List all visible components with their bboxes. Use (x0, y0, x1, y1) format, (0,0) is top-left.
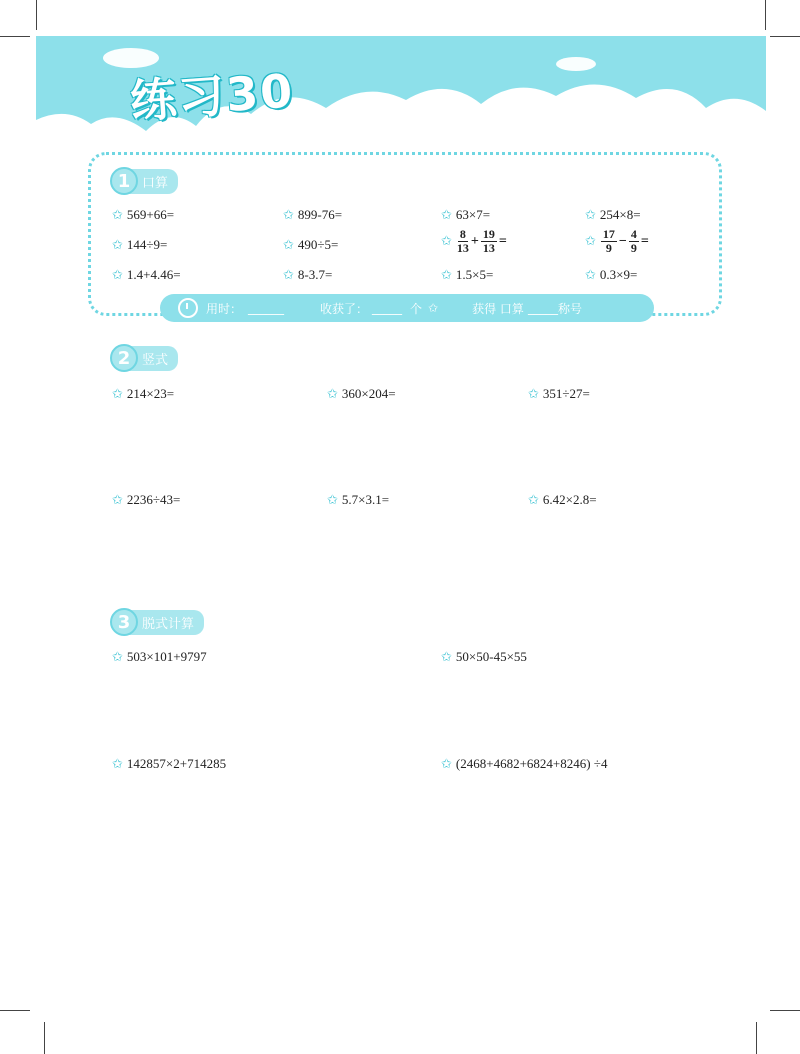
star-icon: ✩ (112, 386, 123, 402)
star-icon: ✩ (112, 237, 123, 253)
star-icon: ✩ (112, 756, 123, 772)
harvest-label: 收获了： (320, 301, 369, 316)
section-label: 脱式计算 (126, 610, 204, 635)
oral-problem: ✩ 490÷5= (283, 237, 339, 253)
cloud-icon (556, 57, 596, 71)
oral-problem: ✩ 569+66= (112, 207, 175, 223)
fraction: $\frac{19}{13}$ (482, 227, 495, 255)
section-label: 竖式 (126, 346, 178, 371)
oral-problem: ✩ 1.4+4.46= (112, 267, 181, 283)
star-icon: ✩ (441, 756, 452, 772)
vertical-problem: ✩ 2236÷43= (112, 492, 181, 508)
star-icon: ✩ (283, 207, 294, 223)
alarm-clock-icon (178, 298, 198, 318)
section-header-stepwise (110, 611, 204, 633)
star-icon: ✩ (112, 649, 123, 665)
oral-problem: ✩ 0.3×9= (585, 267, 638, 283)
vertical-problem: ✩ 5.7×3.1= (327, 492, 390, 508)
star-icon: ✩ (585, 207, 596, 223)
fraction: $\frac{8}{13}$ (456, 227, 469, 255)
fraction: $\frac{4}{9}$ (630, 227, 637, 255)
crop-mark (0, 36, 30, 37)
star-icon: ✩ (112, 492, 123, 508)
section-header-vertical (110, 347, 178, 369)
fraction: $\frac{17}{9}$ (602, 227, 615, 255)
oral-problem: ✩ 63×7= (441, 207, 491, 223)
oral-problem: ✩ 1.5×5= (441, 267, 494, 283)
section-label: 口算 (126, 169, 178, 194)
star-icon: ✩ (441, 234, 452, 249)
crop-mark (756, 1022, 757, 1054)
harvest-unit: 个 (410, 301, 423, 316)
star-icon: ✩ (283, 237, 294, 253)
star-icon: ✩ (441, 207, 452, 223)
star-icon: ✩ (585, 267, 596, 283)
crop-mark (770, 36, 800, 37)
star-icon: ✩ (441, 649, 452, 665)
stepwise-problem: ✩ 503×101+9797 (112, 649, 207, 665)
section-number: 3 (110, 608, 138, 636)
vertical-problem: ✩ 6.42×2.8= (528, 492, 597, 508)
stepwise-problem: ✩ (2468+4682+6824+8246) ÷4 (441, 756, 608, 772)
star-icon: ✩ (441, 267, 452, 283)
star-icon: ✩ (112, 207, 123, 223)
stepwise-problem: ✩ 50×50-45×55 (441, 649, 527, 665)
harvest-blank[interactable]: _____ (372, 301, 403, 315)
star-icon: ✩ (428, 301, 439, 315)
oral-problem: ✩ 144÷9= (112, 237, 168, 253)
star-icon: ✩ (528, 386, 539, 402)
oral-problem: ✩ 899-76= (283, 207, 343, 223)
star-icon: ✩ (528, 492, 539, 508)
stepwise-problem: ✩ 142857×2+714285 (112, 756, 227, 772)
oral-problem: ✩ 8-3.7= (283, 267, 333, 283)
vertical-problem: ✩ 214×23= (112, 386, 175, 402)
crop-mark (0, 1010, 30, 1011)
star-icon: ✩ (327, 492, 338, 508)
vertical-problem: ✩ 360×204= (327, 386, 396, 402)
title-label: 获得 口算 (472, 301, 524, 316)
time-blank[interactable]: ______ (248, 301, 285, 315)
time-label: 用时： (206, 301, 243, 316)
section-number: 1 (110, 167, 138, 195)
oral-fraction-problem: ✩ $\frac{17}{9}$ − $\frac{4}{9}$ = (585, 227, 649, 255)
section-header-oral (110, 170, 178, 192)
crop-mark (36, 0, 37, 30)
vertical-problem: ✩ 351÷27= (528, 386, 590, 402)
crop-mark (765, 0, 766, 30)
star-icon: ✩ (585, 234, 596, 249)
star-icon: ✩ (283, 267, 294, 283)
section-number: 2 (110, 344, 138, 372)
star-icon: ✩ (327, 386, 338, 402)
oral-problem: ✩ 254×8= (585, 207, 641, 223)
star-icon: ✩ (112, 267, 123, 283)
status-bar (160, 294, 654, 322)
crop-mark (770, 1010, 800, 1011)
title-suffix: 称号 (557, 301, 582, 316)
page-title: 练习30 (128, 63, 296, 129)
title-blank[interactable]: _____ (527, 301, 558, 315)
crop-mark (44, 1022, 45, 1054)
oral-fraction-problem: ✩ $\frac{8}{13}$ + $\frac{19}{13}$ = (441, 227, 507, 255)
